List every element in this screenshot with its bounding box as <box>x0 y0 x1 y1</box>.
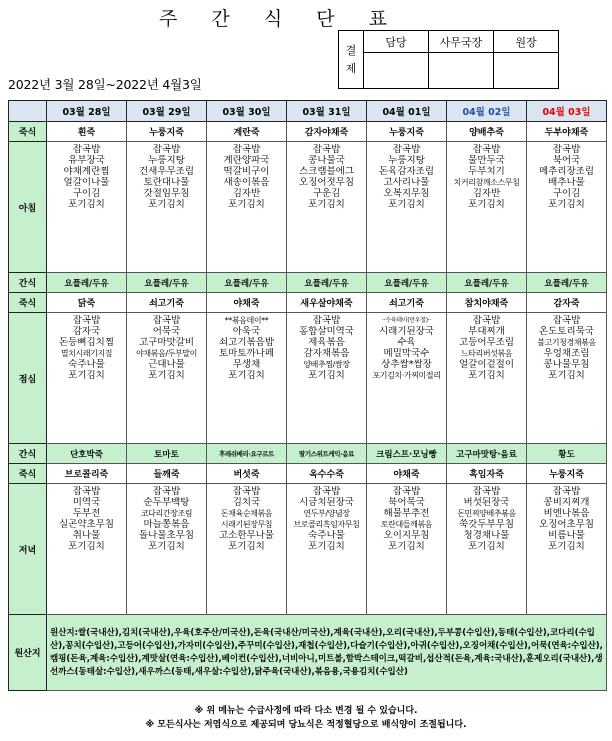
menu-item: 두부치기 <box>468 166 505 177</box>
menu-cell: 양배추죽 <box>447 122 527 142</box>
menu-cell: 옥수수죽 <box>287 464 367 484</box>
menu-item: 오징어초무침 <box>538 519 595 530</box>
menu-cell: 계란죽 <box>207 122 287 142</box>
menu-items <box>287 484 366 554</box>
menu-item: 버섯된장국 <box>463 497 510 508</box>
menu-item: 새송이볶음 <box>223 177 270 188</box>
menu-item: 잡곡밥 <box>472 315 501 326</box>
menu-items <box>287 142 366 212</box>
menu-cell: 참치야채죽 <box>447 293 527 313</box>
menu-item: 오이지무침 <box>383 530 430 541</box>
menu-cell <box>207 313 287 444</box>
menu-item: 잡곡밥 <box>472 486 501 497</box>
approval-box <box>338 30 559 89</box>
menu-item: 마늘쫑볶음 <box>143 519 190 530</box>
menu-item: 야채계란찜 <box>63 166 110 177</box>
menu-cell <box>127 484 207 615</box>
menu-cell: 닭죽 <box>47 293 127 313</box>
menu-item: 불고기청경채볶음 <box>537 338 596 347</box>
menu-item: ··수육데이(만우절)·· <box>382 317 431 324</box>
row-label: 간식 <box>9 444 47 464</box>
menu-item: 포기김치 <box>308 199 345 210</box>
menu-item: 돈육감자조림 <box>378 166 435 177</box>
snack-cell: 요플레/두유 <box>367 273 447 293</box>
breakfast-row <box>9 142 607 273</box>
approval-header-director: 원장 <box>494 31 559 53</box>
menu-item: 돌나물초무침 <box>138 530 195 541</box>
menu-item: 잡곡밥 <box>152 144 181 155</box>
menu-items <box>527 142 606 212</box>
row-label: 저녁 <box>9 484 47 615</box>
menu-cell <box>287 142 367 273</box>
menu-item: 돈채육순채볶음 <box>220 509 273 518</box>
menu-item: 잡곡밥 <box>152 486 181 497</box>
menu-items <box>207 142 286 212</box>
menu-item: 잡곡밥 <box>312 315 341 326</box>
menu-item: 치커리참깨소스무침 <box>453 178 520 187</box>
menu-item: 잡곡밥 <box>152 315 181 326</box>
snack-cell: 후레쉬베리·요구르트 <box>207 444 287 464</box>
approval-label <box>339 31 364 89</box>
snack-cell: 요플레/두유 <box>47 273 127 293</box>
menu-cell: 야채죽 <box>367 464 447 484</box>
snack2-row <box>9 444 607 464</box>
menu-cell <box>287 484 367 615</box>
note-line: ※ 위 메뉴는 수급사정에 따라 다소 변경 될 수 있습니다. <box>194 706 418 716</box>
menu-item: 코다리간장조림 <box>140 509 193 518</box>
row-label: 죽식 <box>9 464 47 484</box>
menu-item: 포기김치 <box>228 541 265 552</box>
menu-cell <box>527 484 607 615</box>
menu-items <box>367 484 446 554</box>
menu-item: 아욱국 <box>232 326 261 337</box>
snack1-row <box>9 273 607 293</box>
snack-cell: 단호박죽 <box>47 444 127 464</box>
menu-cell: 두부야채죽 <box>527 122 607 142</box>
menu-item: 북어묵국 <box>388 497 425 508</box>
menu-item: 포기김치 <box>548 541 585 552</box>
menu-item: 포기김치 <box>308 370 345 381</box>
menu-item: 감자국 <box>72 326 101 337</box>
snack-cell: 요플레/두유 <box>527 273 607 293</box>
menu-item: 시래기된장국 <box>378 326 435 337</box>
menu-item: 포기김치 <box>148 199 185 210</box>
menu-item: 잡곡밥 <box>552 486 581 497</box>
approval-sign-secretary <box>429 53 494 89</box>
date-range: 2022년 3월 28일~2022년 4월3일 <box>8 77 202 92</box>
menu-cell: 들깨죽 <box>127 464 207 484</box>
menu-item: 쑥갓두부무침 <box>458 519 515 530</box>
snack-cell: 고구마맛탕·음료 <box>447 444 527 464</box>
menu-cell: 버섯죽 <box>207 464 287 484</box>
snack-cell: 크림스프·모닝빵 <box>367 444 447 464</box>
menu-item: 취나물 <box>72 530 101 541</box>
menu-item: 잡곡밥 <box>232 486 261 497</box>
menu-item: 돈민찌양배추볶음 <box>457 509 516 518</box>
menu-item: 쇠고기볶음밥 <box>218 337 275 348</box>
menu-cell: 감자야채죽 <box>287 122 367 142</box>
menu-item: 근대나물 <box>148 359 185 370</box>
menu-item: 포기김치 <box>228 199 265 210</box>
menu-cell: 새우살야채죽 <box>287 293 367 313</box>
menu-item: 순두부백탕 <box>143 497 190 508</box>
menu-items <box>127 313 206 383</box>
row-label: 원산지 <box>9 615 47 691</box>
origin-row <box>9 615 607 691</box>
menu-item: 구이김 <box>552 188 581 199</box>
menu-item: 잡곡밥 <box>392 144 421 155</box>
lunch-porridge-row <box>9 293 607 313</box>
menu-item: 느타리버섯볶음 <box>460 349 513 358</box>
menu-item: 시래기된장무침 <box>220 520 273 529</box>
menu-item: 메추리장조림 <box>538 166 595 177</box>
menu-item: 미역국 <box>72 497 101 508</box>
approval-label-text: 결 제 <box>345 43 357 75</box>
day-header: 03월 31일 <box>287 101 367 122</box>
menu-cell <box>527 313 607 444</box>
menu-item: 배추나물 <box>548 177 585 188</box>
menu-cell <box>47 142 127 273</box>
menu-item: 온도토리묵국 <box>538 326 595 337</box>
snack-cell: 요플레/두유 <box>447 273 527 293</box>
menu-item: 오징어젓무침 <box>298 177 355 188</box>
menu-cell: 흰죽 <box>47 122 127 142</box>
menu-cell: 누룽지죽 <box>527 464 607 484</box>
menu-item: 실곤약초무침 <box>58 519 115 530</box>
snack-cell: 토마토 <box>127 444 207 464</box>
menu-item: 포기김치 <box>388 541 425 552</box>
menu-items <box>447 313 526 383</box>
approval-header-secretary: 사무국장 <box>429 31 494 53</box>
lunch-row <box>9 313 607 444</box>
menu-item: **볶음데이** <box>224 316 269 325</box>
menu-cell: 야채죽 <box>207 293 287 313</box>
menu-cell <box>127 142 207 273</box>
menu-item: 떡갈비구이 <box>223 166 270 177</box>
menu-item: 갓절임무침 <box>143 188 190 199</box>
menu-item: 계란양파국 <box>223 155 270 166</box>
footer-notes <box>0 704 612 732</box>
menu-item: 오복지무침 <box>383 188 430 199</box>
menu-item: 우엉채조림 <box>543 348 590 359</box>
menu-item: 부대찌개 <box>468 326 505 337</box>
row-label: 아침 <box>9 142 47 273</box>
menu-item: 잡곡밥 <box>72 486 101 497</box>
menu-item: 돈등뼈김치찜 <box>58 337 115 348</box>
menu-item: 잡곡밥 <box>72 315 101 326</box>
menu-item: 물만두국 <box>468 155 505 166</box>
menu-items <box>367 142 446 212</box>
menu-cell: 브로콜리죽 <box>47 464 127 484</box>
menu-item: 유부장국 <box>68 155 105 166</box>
menu-item: 구이김 <box>72 188 101 199</box>
menu-item: 멸치시래기지짐 <box>60 349 113 358</box>
menu-cell: 쇠고기죽 <box>367 293 447 313</box>
corner-cell <box>9 101 47 122</box>
menu-item: 포기김치·가찌미절리 <box>372 371 441 380</box>
menu-item: 잡곡밥 <box>72 144 101 155</box>
page-title: 주 간 식 단 표 <box>159 8 401 30</box>
menu-cell <box>287 313 367 444</box>
menu-items <box>207 484 286 554</box>
snack-cell: 황도 <box>527 444 607 464</box>
menu-item: 건새우무조림 <box>138 166 195 177</box>
menu-items <box>287 313 366 383</box>
day-header-saturday: 04월 02일 <box>447 101 527 122</box>
menu-cell <box>127 313 207 444</box>
menu-items <box>527 313 606 383</box>
row-label: 간식 <box>9 273 47 293</box>
menu-cell: 감자죽 <box>527 293 607 313</box>
row-label: 점심 <box>9 313 47 444</box>
menu-items <box>47 313 126 383</box>
menu-cell: 흑임자죽 <box>447 464 527 484</box>
menu-item: 수육 <box>397 337 416 348</box>
menu-item: 무생채 <box>232 359 261 370</box>
menu-item: 잡곡밥 <box>392 486 421 497</box>
menu-item: 콩나물무침 <box>543 359 590 370</box>
menu-items <box>527 484 606 554</box>
menu-item: 북어국 <box>552 155 581 166</box>
header-row <box>9 101 607 122</box>
menu-item: 감자채볶음 <box>303 348 350 359</box>
menu-item: 토란대나물 <box>143 177 190 188</box>
menu-item: 청경채나물 <box>463 530 510 541</box>
row-label: 죽식 <box>9 122 47 142</box>
menu-item: 토란대들깨볶음 <box>380 520 433 529</box>
snack-cell: 요플레/두유 <box>287 273 367 293</box>
menu-cell <box>367 484 447 615</box>
menu-item: 숙주나물 <box>68 359 105 370</box>
menu-cell: 쇠고기죽 <box>127 293 207 313</box>
menu-item: 포기김치 <box>548 199 585 210</box>
menu-item: 잡곡밥 <box>552 315 581 326</box>
menu-item: 포기김치 <box>468 370 505 381</box>
menu-item: 어묵국 <box>152 326 181 337</box>
menu-items <box>47 484 126 554</box>
menu-item: 구운김 <box>312 188 341 199</box>
day-header: 03월 30일 <box>207 101 287 122</box>
approval-header-staff: 담당 <box>364 31 429 53</box>
menu-item: 누룽지탕 <box>148 155 185 166</box>
menu-item: 상추쌈*쌈장 <box>381 359 432 370</box>
menu-items <box>127 142 206 212</box>
menu-cell <box>207 484 287 615</box>
menu-item: 토마토까나페 <box>218 348 275 359</box>
menu-item: 포기김치 <box>308 541 345 552</box>
menu-item: 시금치된장국 <box>298 497 355 508</box>
menu-cell: 누룽지죽 <box>367 122 447 142</box>
menu-item: 야채볶음/두부말이 <box>136 349 197 358</box>
menu-item: 연두부/양념장 <box>303 509 350 518</box>
menu-item: 포기김치 <box>548 370 585 381</box>
menu-items <box>447 142 526 212</box>
menu-item: 포기김치 <box>148 541 185 552</box>
menu-cell <box>447 142 527 273</box>
day-header-sunday: 04월 03일 <box>527 101 607 122</box>
menu-cell <box>47 484 127 615</box>
menu-item: 포기김치 <box>388 199 425 210</box>
menu-items <box>447 484 526 554</box>
menu-items <box>367 313 446 383</box>
menu-item: 포기김치 <box>68 199 105 210</box>
menu-item: 포기김치 <box>468 199 505 210</box>
menu-cell <box>527 142 607 273</box>
snack-cell: 딸기스위트케익·음료 <box>287 444 367 464</box>
menu-cell: 누룽지죽 <box>127 122 207 142</box>
menu-cell <box>447 484 527 615</box>
snack-cell: 요플레/두유 <box>207 273 287 293</box>
menu-item: 잡곡밥 <box>312 144 341 155</box>
menu-item: 양배추찜/쌈장 <box>303 360 350 369</box>
menu-item: 고구마맛갈비 <box>138 337 195 348</box>
menu-item: 홍합살미역국 <box>298 326 355 337</box>
menu-item: 스크램블에그 <box>298 166 355 177</box>
snack-cell: 요플레/두유 <box>127 273 207 293</box>
row-label: 죽식 <box>9 293 47 313</box>
day-header: 03월 28일 <box>47 101 127 122</box>
day-header: 04월 01일 <box>367 101 447 122</box>
menu-item: 해물부추전 <box>383 508 430 519</box>
menu-item: 두부전 <box>72 508 101 519</box>
menu-item: 누룽지탕 <box>388 155 425 166</box>
menu-item: 비름나물 <box>548 530 585 541</box>
menu-item: 포기김치 <box>228 370 265 381</box>
origin-info: 원산지:쌀(국내산),김치(국내산),우육(호주산/미국산),돈육(국내산/미국산),계육(국내산),오리(국내산),두부콩(수입산),동태(수입산),코다리(수입산),꽁치(수입산),고등어(수입산),가자미(수입산),주꾸미(수입산),재첩(수입산),다슬기(수입산),아귀(수입산),오징어채(수입산),어묵(연육:수입산),캠핑(돈육,계육:수입산),계맛살(연육:수입산),베이컨(수입산),너비아니,미트볼,함박스테이크,떡갈비,섭산적(돈육,계육:국내산),훈제오리(국내산),생선까스(동태살:수입산),새우까스(동태,새우살:수입산),닭주육(국내산),볶음용,국용김치(수입산) <box>47 615 607 691</box>
menu-item: 포기김치 <box>148 370 185 381</box>
menu-item: 얼갈이겉절이 <box>458 359 515 370</box>
menu-item: 잡곡밥 <box>312 486 341 497</box>
menu-cell <box>47 313 127 444</box>
menu-item: 고사리나물 <box>383 177 430 188</box>
menu-item: 포기김치 <box>68 370 105 381</box>
menu-item: 김자반 <box>472 188 501 199</box>
menu-item: 브로콜리흑임자무침 <box>293 520 360 529</box>
morning-porridge-row <box>9 122 607 142</box>
weekly-menu-table <box>8 100 607 691</box>
approval-sign-staff <box>364 53 429 89</box>
menu-item: 포기김치 <box>68 541 105 552</box>
menu-cell <box>367 142 447 273</box>
menu-item: 김자반 <box>232 188 261 199</box>
menu-items <box>207 313 286 383</box>
dinner-row <box>9 484 607 615</box>
approval-sign-director <box>494 53 559 89</box>
menu-items <box>127 484 206 554</box>
menu-item: 제육볶음 <box>308 337 345 348</box>
menu-item: 비엔나볶음 <box>543 508 590 519</box>
menu-item: 고등어무조림 <box>458 337 515 348</box>
menu-cell <box>447 313 527 444</box>
menu-item: 고소한무나물 <box>218 530 275 541</box>
menu-item: 포기김치 <box>468 541 505 552</box>
menu-item: 숙주나물 <box>308 530 345 541</box>
menu-item: 잡곡밥 <box>552 144 581 155</box>
menu-items <box>47 142 126 212</box>
menu-item: 김치국 <box>232 497 261 508</box>
dinner-porridge-row <box>9 464 607 484</box>
menu-item: 잡곡밥 <box>472 144 501 155</box>
menu-item: 콩비지찌개 <box>543 497 590 508</box>
day-header: 03월 29일 <box>127 101 207 122</box>
menu-item: 잡곡밥 <box>232 144 261 155</box>
menu-item: 콩나물국 <box>308 155 345 166</box>
menu-cell <box>367 313 447 444</box>
menu-cell <box>207 142 287 273</box>
menu-item: 얼갈이나물 <box>63 177 110 188</box>
note-line: ※ 모든식사는 저염식으로 제공되며 당뇨식은 적정혈당으로 배식양이 조절됩니다. <box>145 720 467 730</box>
menu-item: 메밀막국수 <box>383 348 430 359</box>
